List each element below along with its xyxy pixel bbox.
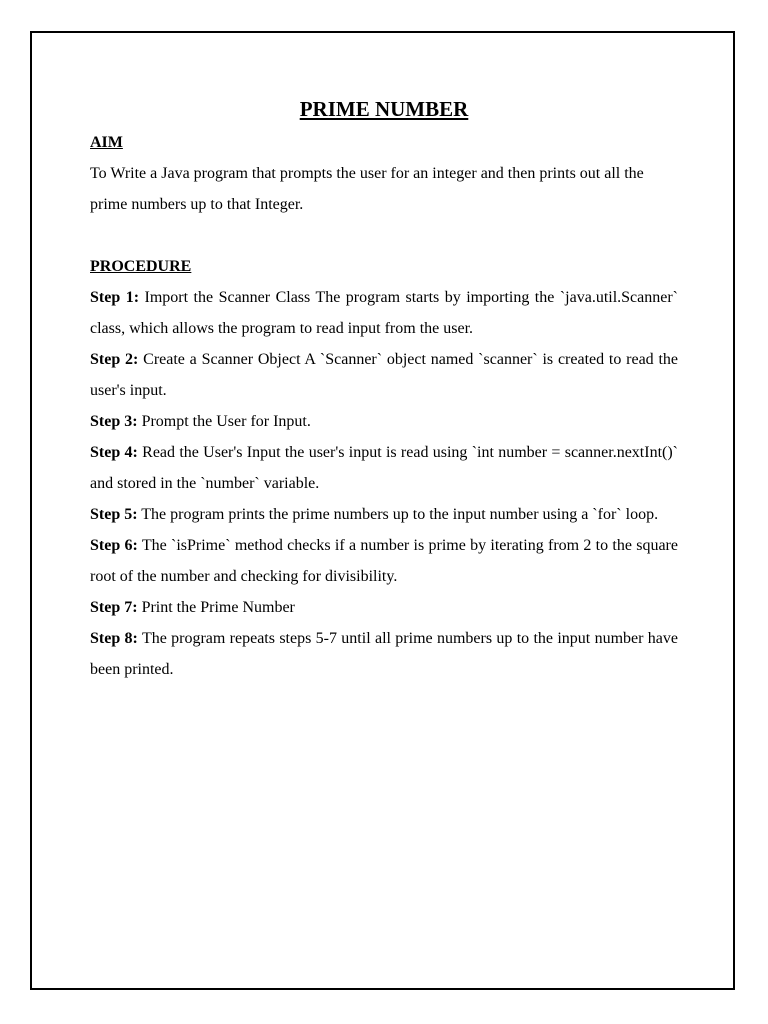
procedure-step	[90, 530, 678, 592]
step-text: Read the User's Input the user's input is read using `int number = scanner.nextInt()` and stored in the `number` variable.	[90, 444, 678, 492]
procedure-steps	[90, 282, 678, 685]
step-text: Print the Prime Number	[141, 599, 295, 616]
procedure-step	[90, 623, 678, 685]
procedure-step	[90, 499, 678, 530]
step-text: Prompt the User for Input.	[141, 413, 311, 430]
document-title: PRIME NUMBER	[299, 97, 469, 121]
procedure-step	[90, 282, 678, 344]
page-border	[30, 31, 735, 990]
procedure-step	[90, 437, 678, 499]
step-text: The program repeats steps 5-7 until all prime numbers up to the input number have been printed.	[90, 630, 678, 678]
step-text: Create a Scanner Object A `Scanner` object named `scanner` is created to read the user's input.	[90, 351, 679, 399]
step-text: Import the Scanner Class The program starts by importing the `java.util.Scanner` class, which allows the program to read input from the user.	[90, 289, 679, 337]
procedure-step	[90, 592, 678, 623]
step-label: Step 8:	[90, 630, 138, 647]
document-body	[90, 95, 678, 685]
step-label: Step 3:	[90, 413, 138, 430]
aim-text: To Write a Java program that prompts the user for an integer and then prints out all the prime numbers up to that Integer.	[90, 165, 644, 213]
step-label: Step 7:	[90, 599, 138, 616]
procedure-step	[90, 344, 678, 406]
step-label: Step 5:	[90, 506, 138, 523]
aim-heading: AIM	[90, 134, 123, 151]
step-label: Step 1:	[90, 289, 140, 306]
step-text: The `isPrime` method checks if a number is prime by iterating from 2 to the square root of the number and checking for divisibility.	[90, 537, 678, 585]
procedure-heading: PROCEDURE	[90, 258, 192, 275]
step-label: Step 4:	[90, 444, 138, 461]
procedure-step	[90, 406, 678, 437]
step-label: Step 6:	[90, 537, 138, 554]
step-label: Step 2:	[90, 351, 139, 368]
step-text: The program prints the prime numbers up to the input number using a `for` loop.	[141, 506, 659, 523]
